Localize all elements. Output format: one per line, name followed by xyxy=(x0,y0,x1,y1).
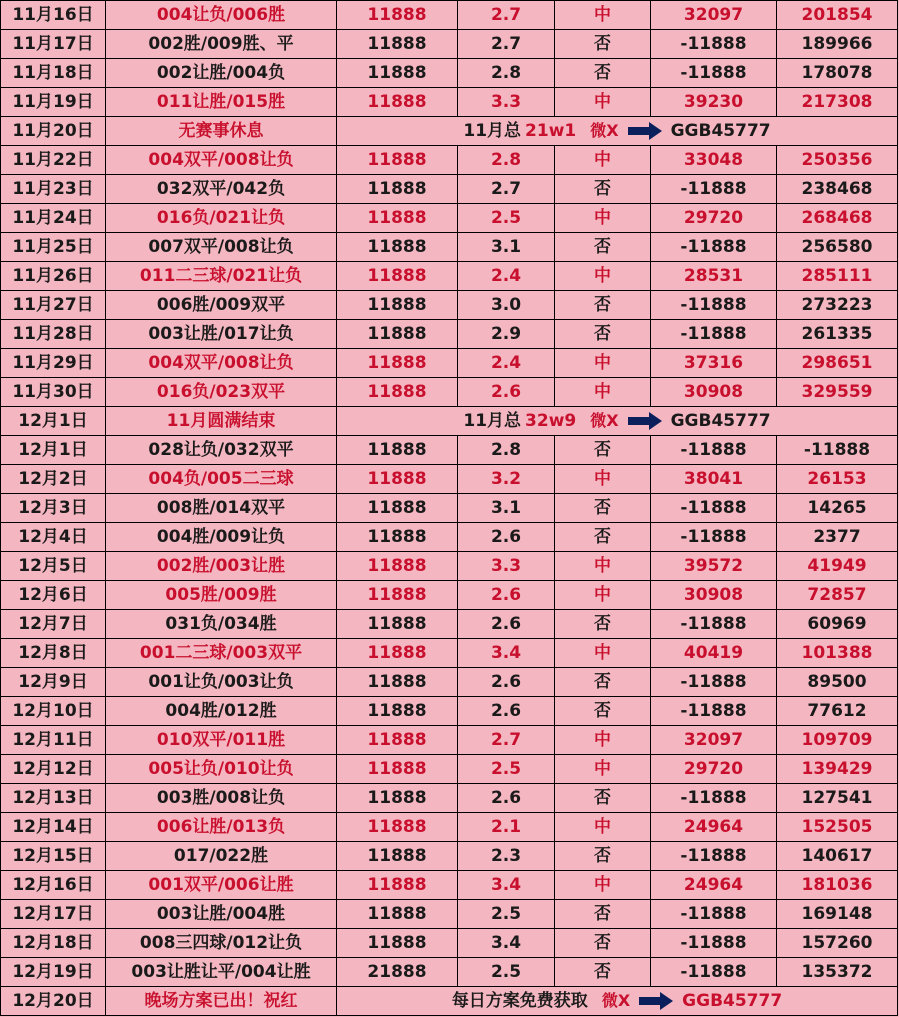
summary-row xyxy=(1,987,898,1016)
balance-cell: 77612 xyxy=(777,697,898,726)
table-row xyxy=(1,813,898,842)
profit-cell: -11888 xyxy=(651,523,777,552)
odds-cell: 2.6 xyxy=(458,610,555,639)
date-cell: 12月19日 xyxy=(1,958,106,987)
result-cell: 中 xyxy=(555,755,651,784)
profit-cell: -11888 xyxy=(651,494,777,523)
stake-cell: 11888 xyxy=(337,552,458,581)
result-cell: 否 xyxy=(555,958,651,987)
result-cell: 中 xyxy=(555,465,651,494)
profit-cell: 38041 xyxy=(651,465,777,494)
table-row xyxy=(1,30,898,59)
match-cell: 032双平/042负 xyxy=(106,175,337,204)
match-cell: 002让胜/004负 xyxy=(106,59,337,88)
match-cell: 017/022胜 xyxy=(106,842,337,871)
date-cell: 12月20日 xyxy=(1,987,106,1016)
stake-cell: 11888 xyxy=(337,784,458,813)
right-arrow-icon xyxy=(638,992,674,1010)
stake-cell: 11888 xyxy=(337,30,458,59)
balance-cell: 72857 xyxy=(777,581,898,610)
wechat-label: 微X xyxy=(601,991,631,1010)
profit-cell: -11888 xyxy=(651,175,777,204)
result-cell: 中 xyxy=(555,726,651,755)
result-cell: 中 xyxy=(555,1,651,30)
total-label: 11月总 xyxy=(463,411,522,431)
match-cell: 003让胜让平/004让胜 xyxy=(106,958,337,987)
profit-cell: -11888 xyxy=(651,929,777,958)
match-cell: 001让负/003让负 xyxy=(106,668,337,697)
odds-cell: 2.7 xyxy=(458,175,555,204)
odds-cell: 3.2 xyxy=(458,465,555,494)
balance-cell: 109709 xyxy=(777,726,898,755)
result-cell: 否 xyxy=(555,59,651,88)
stake-cell: 11888 xyxy=(337,813,458,842)
profit-cell: -11888 xyxy=(651,900,777,929)
table-row xyxy=(1,523,898,552)
odds-cell: 2.5 xyxy=(458,958,555,987)
result-cell: 中 xyxy=(555,378,651,407)
balance-cell: 189966 xyxy=(777,30,898,59)
odds-cell: 2.6 xyxy=(458,378,555,407)
odds-cell: 3.1 xyxy=(458,494,555,523)
result-cell: 否 xyxy=(555,30,651,59)
result-cell: 否 xyxy=(555,610,651,639)
total-value: 21w1 xyxy=(525,121,577,141)
match-cell: 004负/005二三球 xyxy=(106,465,337,494)
odds-cell: 2.5 xyxy=(458,204,555,233)
odds-cell: 3.4 xyxy=(458,871,555,900)
stake-cell: 11888 xyxy=(337,465,458,494)
date-cell: 11月24日 xyxy=(1,204,106,233)
odds-cell: 2.6 xyxy=(458,581,555,610)
match-cell: 004双平/008让负 xyxy=(106,146,337,175)
odds-cell: 2.6 xyxy=(458,784,555,813)
profit-cell: -11888 xyxy=(651,233,777,262)
stake-cell: 11888 xyxy=(337,900,458,929)
balance-cell: 139429 xyxy=(777,755,898,784)
odds-cell: 2.3 xyxy=(458,842,555,871)
match-cell: 003胜/008让负 xyxy=(106,784,337,813)
match-cell: 011二三球/021让负 xyxy=(106,262,337,291)
profit-cell: 24964 xyxy=(651,871,777,900)
match-cell: 002胜/009胜、平 xyxy=(106,30,337,59)
date-cell: 12月13日 xyxy=(1,784,106,813)
profit-cell: 33048 xyxy=(651,146,777,175)
balance-cell: 41949 xyxy=(777,552,898,581)
wechat-code: GGB45777 xyxy=(670,411,771,431)
stake-cell: 11888 xyxy=(337,581,458,610)
date-cell: 11月28日 xyxy=(1,320,106,349)
balance-cell: 26153 xyxy=(777,465,898,494)
table-row xyxy=(1,349,898,378)
profit-cell: 29720 xyxy=(651,204,777,233)
result-cell: 中 xyxy=(555,349,651,378)
result-cell: 中 xyxy=(555,262,651,291)
result-cell: 中 xyxy=(555,204,651,233)
match-cell: 004胜/012胜 xyxy=(106,697,337,726)
match-cell: 028让负/032双平 xyxy=(106,436,337,465)
match-cell: 016负/021让负 xyxy=(106,204,337,233)
odds-cell: 2.8 xyxy=(458,59,555,88)
odds-cell: 3.1 xyxy=(458,233,555,262)
table-row xyxy=(1,262,898,291)
table-row xyxy=(1,552,898,581)
balance-cell: 152505 xyxy=(777,813,898,842)
total-value: 32w9 xyxy=(525,411,577,431)
odds-cell: 2.6 xyxy=(458,523,555,552)
balance-cell: 273223 xyxy=(777,291,898,320)
result-cell: 否 xyxy=(555,697,651,726)
stake-cell: 11888 xyxy=(337,523,458,552)
stake-cell: 11888 xyxy=(337,494,458,523)
balance-cell: 256580 xyxy=(777,233,898,262)
note-cell: 无赛事休息 xyxy=(106,117,337,146)
balance-cell: 101388 xyxy=(777,639,898,668)
result-cell: 否 xyxy=(555,900,651,929)
balance-cell: 14265 xyxy=(777,494,898,523)
stake-cell: 11888 xyxy=(337,668,458,697)
date-cell: 12月16日 xyxy=(1,871,106,900)
table-row xyxy=(1,958,898,987)
date-cell: 12月15日 xyxy=(1,842,106,871)
stake-cell: 11888 xyxy=(337,233,458,262)
match-cell: 003让胜/017让负 xyxy=(106,320,337,349)
stake-cell: 11888 xyxy=(337,726,458,755)
stake-cell: 11888 xyxy=(337,871,458,900)
summary-cell xyxy=(337,407,898,436)
stake-cell: 11888 xyxy=(337,378,458,407)
profit-cell: -11888 xyxy=(651,59,777,88)
result-cell: 否 xyxy=(555,175,651,204)
balance-cell: 157260 xyxy=(777,929,898,958)
balance-cell: 2377 xyxy=(777,523,898,552)
table-row xyxy=(1,726,898,755)
note-cell: 11月圆满结束 xyxy=(106,407,337,436)
match-cell: 007双平/008让负 xyxy=(106,233,337,262)
odds-cell: 2.6 xyxy=(458,668,555,697)
table-row xyxy=(1,291,898,320)
result-cell: 否 xyxy=(555,523,651,552)
odds-cell: 3.0 xyxy=(458,291,555,320)
balance-cell: 135372 xyxy=(777,958,898,987)
date-cell: 12月4日 xyxy=(1,523,106,552)
date-cell: 12月11日 xyxy=(1,726,106,755)
balance-cell: 250356 xyxy=(777,146,898,175)
table-row xyxy=(1,146,898,175)
right-arrow-icon xyxy=(627,122,663,140)
result-cell: 否 xyxy=(555,291,651,320)
date-cell: 11月19日 xyxy=(1,88,106,117)
stake-cell: 11888 xyxy=(337,929,458,958)
date-cell: 11月17日 xyxy=(1,30,106,59)
match-cell: 031负/034胜 xyxy=(106,610,337,639)
date-cell: 12月18日 xyxy=(1,929,106,958)
match-cell: 002胜/003让胜 xyxy=(106,552,337,581)
table-row xyxy=(1,668,898,697)
odds-cell: 3.3 xyxy=(458,552,555,581)
date-cell: 11月23日 xyxy=(1,175,106,204)
result-cell: 中 xyxy=(555,581,651,610)
profit-cell: 39572 xyxy=(651,552,777,581)
table-row xyxy=(1,436,898,465)
table-row xyxy=(1,697,898,726)
table-row xyxy=(1,900,898,929)
summary-row xyxy=(1,117,898,146)
balance-cell: 238468 xyxy=(777,175,898,204)
stake-cell: 11888 xyxy=(337,436,458,465)
note-cell: 晚场方案已出！祝红 xyxy=(106,987,337,1016)
stake-cell: 11888 xyxy=(337,59,458,88)
table-row xyxy=(1,871,898,900)
table-row xyxy=(1,378,898,407)
balance-cell: -11888 xyxy=(777,436,898,465)
match-cell: 008三四球/012让负 xyxy=(106,929,337,958)
match-cell: 005让负/010让负 xyxy=(106,755,337,784)
date-cell: 12月3日 xyxy=(1,494,106,523)
date-cell: 11月27日 xyxy=(1,291,106,320)
stake-cell: 11888 xyxy=(337,291,458,320)
match-cell: 004胜/009让负 xyxy=(106,523,337,552)
stake-cell: 11888 xyxy=(337,1,458,30)
table-row xyxy=(1,784,898,813)
stake-cell: 11888 xyxy=(337,349,458,378)
balance-cell: 261335 xyxy=(777,320,898,349)
odds-cell: 2.7 xyxy=(458,726,555,755)
odds-cell: 2.7 xyxy=(458,1,555,30)
date-cell: 12月12日 xyxy=(1,755,106,784)
date-cell: 12月6日 xyxy=(1,581,106,610)
result-cell: 中 xyxy=(555,146,651,175)
stake-cell: 11888 xyxy=(337,755,458,784)
balance-cell: 329559 xyxy=(777,378,898,407)
result-cell: 否 xyxy=(555,233,651,262)
profit-cell: 39230 xyxy=(651,88,777,117)
date-cell: 11月22日 xyxy=(1,146,106,175)
odds-cell: 2.6 xyxy=(458,697,555,726)
result-cell: 中 xyxy=(555,639,651,668)
match-cell: 004双平/008让负 xyxy=(106,349,337,378)
wechat-code: GGB45777 xyxy=(670,121,771,141)
table-row xyxy=(1,465,898,494)
stake-cell: 11888 xyxy=(337,842,458,871)
profit-cell: -11888 xyxy=(651,842,777,871)
odds-cell: 2.4 xyxy=(458,349,555,378)
profit-cell: 28531 xyxy=(651,262,777,291)
date-cell: 11月20日 xyxy=(1,117,106,146)
result-cell: 否 xyxy=(555,494,651,523)
balance-cell: 89500 xyxy=(777,668,898,697)
table-row xyxy=(1,59,898,88)
table-row xyxy=(1,88,898,117)
stake-cell: 21888 xyxy=(337,958,458,987)
summary-row xyxy=(1,407,898,436)
results-table-body xyxy=(1,1,898,1016)
date-cell: 12月8日 xyxy=(1,639,106,668)
date-cell: 11月29日 xyxy=(1,349,106,378)
match-cell: 008胜/014双平 xyxy=(106,494,337,523)
balance-cell: 217308 xyxy=(777,88,898,117)
odds-cell: 2.8 xyxy=(458,436,555,465)
stake-cell: 11888 xyxy=(337,262,458,291)
balance-cell: 169148 xyxy=(777,900,898,929)
profit-cell: 37316 xyxy=(651,349,777,378)
stake-cell: 11888 xyxy=(337,88,458,117)
date-cell: 12月1日 xyxy=(1,407,106,436)
table-row xyxy=(1,842,898,871)
table-row xyxy=(1,755,898,784)
balance-cell: 268468 xyxy=(777,204,898,233)
profit-cell: -11888 xyxy=(651,610,777,639)
balance-cell: 140617 xyxy=(777,842,898,871)
balance-cell: 201854 xyxy=(777,1,898,30)
date-cell: 11月25日 xyxy=(1,233,106,262)
date-cell: 12月7日 xyxy=(1,610,106,639)
table-row xyxy=(1,233,898,262)
balance-cell: 285111 xyxy=(777,262,898,291)
date-cell: 12月5日 xyxy=(1,552,106,581)
profit-cell: -11888 xyxy=(651,320,777,349)
date-cell: 11月18日 xyxy=(1,59,106,88)
profit-cell: 24964 xyxy=(651,813,777,842)
profit-cell: 30908 xyxy=(651,378,777,407)
date-cell: 12月9日 xyxy=(1,668,106,697)
wechat-label: 微X xyxy=(590,121,619,140)
profit-cell: -11888 xyxy=(651,697,777,726)
total-label: 11月总 xyxy=(463,121,522,141)
profit-cell: -11888 xyxy=(651,291,777,320)
profit-cell: -11888 xyxy=(651,784,777,813)
result-cell: 否 xyxy=(555,842,651,871)
result-cell: 中 xyxy=(555,552,651,581)
result-cell: 否 xyxy=(555,320,651,349)
odds-cell: 2.8 xyxy=(458,146,555,175)
odds-cell: 3.4 xyxy=(458,639,555,668)
balance-cell: 127541 xyxy=(777,784,898,813)
date-cell: 11月30日 xyxy=(1,378,106,407)
table-row xyxy=(1,1,898,30)
date-cell: 12月10日 xyxy=(1,697,106,726)
table-row xyxy=(1,581,898,610)
summary-cell xyxy=(337,117,898,146)
date-cell: 12月2日 xyxy=(1,465,106,494)
match-cell: 003让胜/004胜 xyxy=(106,900,337,929)
profit-cell: -11888 xyxy=(651,668,777,697)
stake-cell: 11888 xyxy=(337,204,458,233)
result-cell: 中 xyxy=(555,88,651,117)
odds-cell: 2.1 xyxy=(458,813,555,842)
stake-cell: 11888 xyxy=(337,697,458,726)
table-row xyxy=(1,204,898,233)
match-cell: 001二三球/003双平 xyxy=(106,639,337,668)
stake-cell: 11888 xyxy=(337,175,458,204)
right-arrow-icon xyxy=(627,412,663,430)
odds-cell: 2.9 xyxy=(458,320,555,349)
profit-cell: 29720 xyxy=(651,755,777,784)
odds-cell: 2.5 xyxy=(458,900,555,929)
table-row xyxy=(1,320,898,349)
odds-cell: 3.3 xyxy=(458,88,555,117)
stake-cell: 11888 xyxy=(337,146,458,175)
date-cell: 12月17日 xyxy=(1,900,106,929)
result-cell: 否 xyxy=(555,784,651,813)
date-cell: 11月16日 xyxy=(1,1,106,30)
wechat-code: GGB45777 xyxy=(682,991,783,1011)
odds-cell: 2.5 xyxy=(458,755,555,784)
summary-cell xyxy=(337,987,898,1016)
result-cell: 否 xyxy=(555,436,651,465)
profit-cell: 32097 xyxy=(651,726,777,755)
profit-cell: -11888 xyxy=(651,30,777,59)
wechat-label: 微X xyxy=(590,411,619,430)
match-cell: 010双平/011胜 xyxy=(106,726,337,755)
balance-cell: 60969 xyxy=(777,610,898,639)
match-cell: 006让胜/013负 xyxy=(106,813,337,842)
match-cell: 001双平/006让胜 xyxy=(106,871,337,900)
table-row xyxy=(1,639,898,668)
stake-cell: 11888 xyxy=(337,639,458,668)
match-cell: 005胜/009胜 xyxy=(106,581,337,610)
balance-cell: 181036 xyxy=(777,871,898,900)
match-cell: 006胜/009双平 xyxy=(106,291,337,320)
table-row xyxy=(1,929,898,958)
odds-cell: 2.7 xyxy=(458,30,555,59)
stake-cell: 11888 xyxy=(337,320,458,349)
result-cell: 中 xyxy=(555,871,651,900)
profit-cell: 40419 xyxy=(651,639,777,668)
match-cell: 011让胜/015胜 xyxy=(106,88,337,117)
profit-cell: 32097 xyxy=(651,1,777,30)
table-row xyxy=(1,175,898,204)
table-row xyxy=(1,610,898,639)
match-cell: 004让负/006胜 xyxy=(106,1,337,30)
profit-cell: -11888 xyxy=(651,958,777,987)
balance-cell: 178078 xyxy=(777,59,898,88)
odds-cell: 3.4 xyxy=(458,929,555,958)
date-cell: 12月1日 xyxy=(1,436,106,465)
result-cell: 否 xyxy=(555,929,651,958)
result-cell: 否 xyxy=(555,668,651,697)
total-label: 每日方案免费获取 xyxy=(451,991,588,1011)
match-cell: 016负/023双平 xyxy=(106,378,337,407)
table-row xyxy=(1,494,898,523)
date-cell: 11月26日 xyxy=(1,262,106,291)
date-cell: 12月14日 xyxy=(1,813,106,842)
balance-cell: 298651 xyxy=(777,349,898,378)
profit-cell: -11888 xyxy=(651,436,777,465)
result-cell: 中 xyxy=(555,813,651,842)
stake-cell: 11888 xyxy=(337,610,458,639)
odds-cell: 2.4 xyxy=(458,262,555,291)
profit-cell: 30908 xyxy=(651,581,777,610)
